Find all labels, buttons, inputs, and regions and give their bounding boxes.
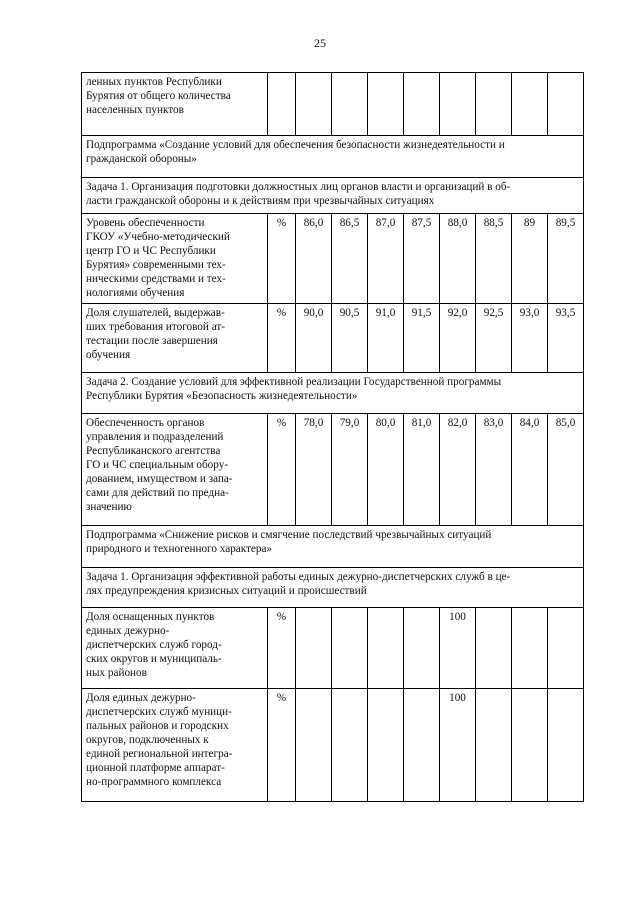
value-cell xyxy=(404,689,440,802)
value-cell: 93,5 xyxy=(548,304,584,373)
value-cell xyxy=(476,73,512,136)
indicator-name-line: ническими средствами и тех- xyxy=(86,273,226,285)
value-cell xyxy=(332,73,368,136)
indicator-name-line: ских округов и муниципаль- xyxy=(86,653,222,665)
indicator-name-line: ных районов xyxy=(86,667,147,679)
value-cell: 91,0 xyxy=(368,304,404,373)
unit-cell: % xyxy=(268,214,296,304)
value-cell: 79,0 xyxy=(332,414,368,526)
value-cell: 86,5 xyxy=(332,214,368,304)
table-row-dispatch-connected xyxy=(82,689,584,802)
value-cell: 90,0 xyxy=(296,304,332,373)
unit-cell: % xyxy=(268,414,296,526)
table-row-dispatch-equipped xyxy=(82,608,584,689)
value-cell: 92,0 xyxy=(440,304,476,373)
value-cell xyxy=(296,608,332,689)
indicator-name-line: единых дежурно- xyxy=(86,625,170,637)
unit-cell: % xyxy=(268,689,296,802)
value-cell xyxy=(512,689,548,802)
section-heading xyxy=(82,178,584,214)
value-cell: 81,0 xyxy=(404,414,440,526)
indicator-name-line: населенных пунктов xyxy=(86,104,184,116)
section-heading xyxy=(82,136,584,178)
unit-cell xyxy=(268,73,296,136)
value-cell xyxy=(548,608,584,689)
value-cell: 87,0 xyxy=(368,214,404,304)
indicator-name-line: тестации после завершения xyxy=(86,335,218,347)
indicator-name-line: диспетчерских служб муници- xyxy=(86,706,232,718)
indicator-name-line: ГО и ЧС специальным обору- xyxy=(86,459,229,471)
value-cell xyxy=(404,73,440,136)
unit-cell: % xyxy=(268,304,296,373)
page-number: 25 xyxy=(314,36,326,50)
indicator-name-cell xyxy=(82,414,268,526)
value-cell: 85,0 xyxy=(548,414,584,526)
indicator-name-line: обучения xyxy=(86,349,131,361)
section-heading xyxy=(82,373,584,414)
subprogram-header-safety xyxy=(82,136,584,178)
value-cell xyxy=(296,689,332,802)
value-cell xyxy=(404,608,440,689)
indicator-name-line: Доля слушателей, выдержав- xyxy=(86,307,225,319)
table-row-trainees xyxy=(82,304,584,373)
indicator-name-line: ционной платформе аппарат- xyxy=(86,762,225,774)
value-cell: 82,0 xyxy=(440,414,476,526)
indicator-name-line: центр ГО и ЧС Республики xyxy=(86,245,216,257)
section-heading-line: лях предупреждения кризисных ситуаций и происшествий xyxy=(86,585,367,597)
table-row-equipment xyxy=(82,414,584,526)
section-heading-line: Подпрограмма «Создание условий для обеспечения безопасности жизнедеятельности и xyxy=(86,139,505,151)
section-heading-line: Задача 1. Организация эффективной работы единых дежурно-диспетчерских служб в це- xyxy=(86,571,511,583)
indicator-name-line: Обеспеченность органов xyxy=(86,417,205,429)
value-cell xyxy=(548,73,584,136)
indicator-name-line: округов, подключенных к xyxy=(86,734,209,746)
indicator-name-line: Бурятия от общего количества xyxy=(86,90,231,102)
section-heading-line: Задача 2. Создание условий для эффективной реализации Государственной программы xyxy=(86,376,502,388)
indicator-name-cell xyxy=(82,608,268,689)
value-cell: 88,5 xyxy=(476,214,512,304)
value-cell xyxy=(368,608,404,689)
subprogram-header-risk xyxy=(82,526,584,568)
value-cell: 87,5 xyxy=(404,214,440,304)
indicator-name-line: диспетчерских служб город- xyxy=(86,639,222,651)
section-heading-line: Подпрограмма «Снижение рисков и смягчение последствий чрезвычайных ситуаций xyxy=(86,529,492,541)
table-row-training-center xyxy=(82,214,584,304)
value-cell: 80,0 xyxy=(368,414,404,526)
value-cell xyxy=(368,73,404,136)
section-heading xyxy=(82,568,584,608)
value-cell: 91,5 xyxy=(404,304,440,373)
value-cell xyxy=(368,689,404,802)
indicator-name-line: Доля единых дежурно- xyxy=(86,692,196,704)
value-cell: 92,5 xyxy=(476,304,512,373)
indicator-name-line: Республиканского агентства xyxy=(86,445,221,457)
task-header-training xyxy=(82,178,584,214)
value-cell xyxy=(548,689,584,802)
task-header-program xyxy=(82,373,584,414)
indicator-name-line: сами для действий по предна- xyxy=(86,487,229,499)
indicator-name-line: дованием, имуществом и запа- xyxy=(86,473,233,485)
task-header-dispatch xyxy=(82,568,584,608)
unit-cell: % xyxy=(268,608,296,689)
indicator-name-cell xyxy=(82,73,268,136)
indicator-name-line: пальных районов и городских xyxy=(86,720,229,732)
value-cell xyxy=(332,689,368,802)
value-cell: 89 xyxy=(512,214,548,304)
value-cell xyxy=(476,689,512,802)
indicator-name-line: единой региональной интегра- xyxy=(86,748,233,760)
value-cell: 89,5 xyxy=(548,214,584,304)
indicators-table xyxy=(81,72,584,802)
indicator-name-line: управления и подразделений xyxy=(86,431,224,443)
section-heading-line: Задача 1. Организация подготовки должностных лиц органов власти и организаций в об- xyxy=(86,181,511,193)
indicator-name-line: Бурятия» современными тех- xyxy=(86,259,226,271)
indicator-name-line: ших требования итоговой ат- xyxy=(86,321,225,333)
value-cell: 86,0 xyxy=(296,214,332,304)
section-heading xyxy=(82,526,584,568)
section-heading-line: гражданской обороны» xyxy=(86,153,197,165)
indicator-name-cell xyxy=(82,689,268,802)
indicator-name-line: но-программного комплекса xyxy=(86,776,222,788)
value-cell: 88,0 xyxy=(440,214,476,304)
value-cell xyxy=(512,608,548,689)
value-cell xyxy=(332,608,368,689)
value-cell xyxy=(512,73,548,136)
value-cell: 84,0 xyxy=(512,414,548,526)
value-cell: 83,0 xyxy=(476,414,512,526)
indicator-name-line: Уровень обеспеченности xyxy=(86,217,205,229)
value-cell: 100 xyxy=(440,608,476,689)
section-heading-line: природного и техногенного характера» xyxy=(86,543,273,555)
value-cell xyxy=(440,73,476,136)
indicator-name-line: Доля оснащенных пунктов xyxy=(86,611,215,623)
section-heading-line: ласти гражданской обороны и к действиям при чрезвычайных ситуациях xyxy=(86,195,435,207)
value-cell xyxy=(476,608,512,689)
value-cell: 78,0 xyxy=(296,414,332,526)
value-cell: 100 xyxy=(440,689,476,802)
indicator-name-cell xyxy=(82,304,268,373)
indicator-name-line: нологиями обучения xyxy=(86,287,185,299)
table-row-continued xyxy=(82,73,584,136)
indicator-name-line: значению xyxy=(86,501,132,513)
value-cell: 93,0 xyxy=(512,304,548,373)
indicator-name-cell xyxy=(82,214,268,304)
section-heading-line: Республики Бурятия «Безопасность жизнедеятельности» xyxy=(86,390,358,402)
indicator-name-line: ленных пунктов Республики xyxy=(86,76,222,88)
value-cell: 90,5 xyxy=(332,304,368,373)
value-cell xyxy=(296,73,332,136)
indicator-name-line: ГКОУ «Учебно-методический xyxy=(86,231,230,243)
